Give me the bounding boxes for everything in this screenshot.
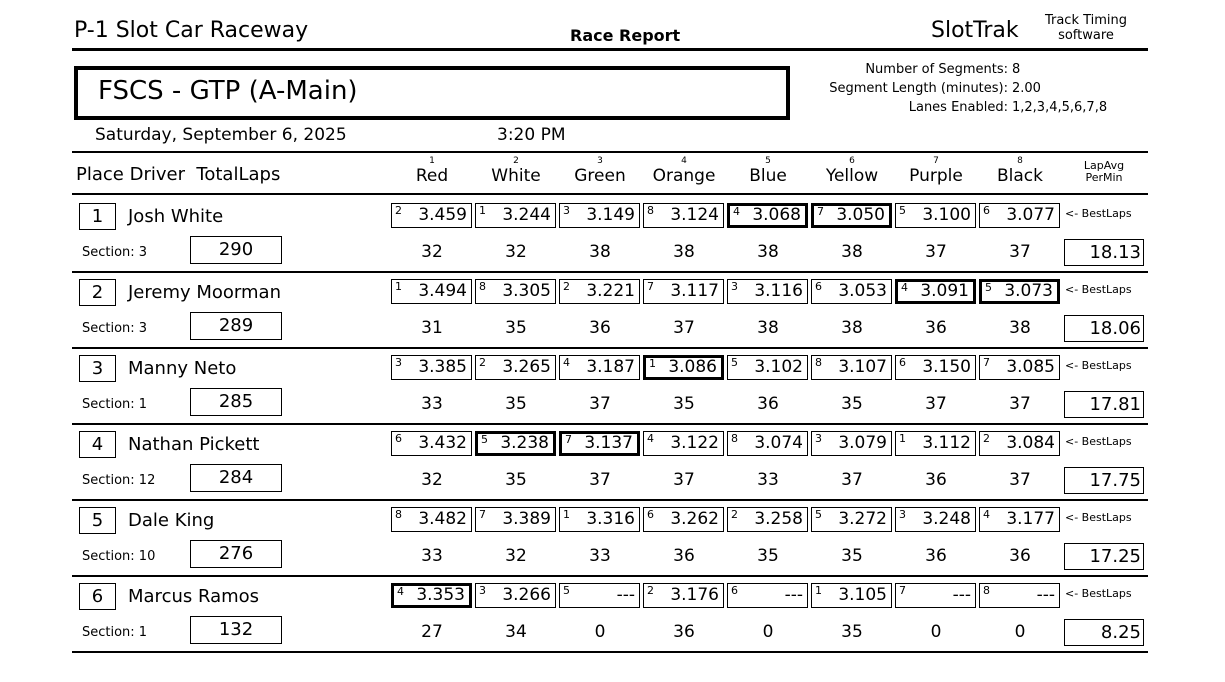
- lap-lane-number: 2: [731, 508, 738, 521]
- lane-lap-count: 37: [673, 318, 695, 338]
- lap-time-cell: [895, 203, 976, 228]
- lane-lap-count: 33: [589, 546, 611, 566]
- lap-lane-number: 7: [899, 584, 906, 597]
- date-divider: [72, 151, 1148, 153]
- lap-time: 3.177: [1006, 509, 1055, 529]
- lap-time-cell: [895, 431, 976, 456]
- lap-time: 3.107: [838, 357, 887, 377]
- lap-time: 3.085: [1006, 357, 1055, 377]
- lane-lap-count: 36: [925, 470, 947, 490]
- lap-time-cell: [475, 355, 556, 380]
- lap-lane-number: 7: [817, 205, 824, 218]
- lane-lap-count: 37: [925, 242, 947, 262]
- lane-lap-count: 37: [673, 470, 695, 490]
- lap-time: 3.494: [418, 281, 467, 301]
- lap-lane-number: 6: [647, 508, 654, 521]
- lane-number: 4: [681, 156, 687, 166]
- lane-lap-count: 38: [841, 318, 863, 338]
- lap-time-cell: [475, 279, 556, 304]
- lane-color: Black: [997, 166, 1043, 186]
- header-divider: [72, 48, 1148, 51]
- lane-lap-count: 38: [757, 242, 779, 262]
- place-box: 2: [79, 279, 116, 306]
- lap-lane-number: 2: [647, 584, 654, 597]
- lap-time-cell: [895, 507, 976, 532]
- lap-time: 3.258: [754, 509, 803, 529]
- lap-time: 3.105: [838, 585, 887, 605]
- lap-time: 3.053: [838, 281, 887, 301]
- place-box: 1: [79, 203, 116, 230]
- lap-lane-number: 8: [395, 508, 402, 521]
- lap-time: 3.084: [1006, 433, 1055, 453]
- lane-color: Yellow: [825, 166, 879, 186]
- lap-time: 3.176: [670, 585, 719, 605]
- lap-lane-number: 4: [733, 205, 740, 218]
- lane-lap-count: 38: [673, 242, 695, 262]
- lap-time: 3.187: [586, 357, 635, 377]
- lap-lane-number: 4: [397, 585, 404, 598]
- row-divider: [72, 575, 1148, 577]
- lane-lap-count: 0: [1014, 622, 1026, 642]
- section-label: Section: 3: [82, 245, 148, 260]
- lap-time: 3.116: [754, 281, 803, 301]
- lap-avg-box: 17.25: [1064, 543, 1144, 570]
- lap-time-cell: [895, 583, 976, 608]
- lap-time-cell: [811, 431, 892, 456]
- lane-lap-count: 37: [589, 470, 611, 490]
- total-laps-box: 276: [190, 540, 282, 568]
- lane-lap-count: 35: [841, 394, 863, 414]
- place-box: 5: [79, 507, 116, 534]
- lap-time: ---: [952, 585, 971, 605]
- lap-time-cell: [475, 203, 556, 228]
- lap-time-cell: [979, 583, 1060, 608]
- lane-lap-count: 36: [925, 318, 947, 338]
- best-laps-label: <- BestLaps: [1065, 587, 1132, 600]
- lap-time-cell: [895, 279, 976, 304]
- lane-lap-count: 37: [589, 394, 611, 414]
- lap-time-cell: [643, 431, 724, 456]
- lane-header-green: [558, 156, 642, 186]
- lap-avg-box: 18.06: [1064, 315, 1144, 342]
- lap-lane-number: 2: [395, 204, 402, 217]
- lap-lane-number: 6: [731, 584, 738, 597]
- lap-time-cell: [475, 583, 556, 608]
- brand-sub-line-2: software: [1058, 28, 1114, 43]
- lane-lap-count: 36: [1009, 546, 1031, 566]
- lap-lane-number: 5: [563, 584, 570, 597]
- lane-lap-count: 36: [589, 318, 611, 338]
- lap-lane-number: 1: [395, 280, 402, 293]
- lap-time-cell: [979, 507, 1060, 532]
- lane-color: Green: [574, 166, 626, 186]
- lap-lane-number: 1: [899, 432, 906, 445]
- lap-time: 3.149: [586, 205, 635, 225]
- lap-time: 3.221: [586, 281, 635, 301]
- driver-name: Josh White: [128, 206, 224, 227]
- section-label: Section: 12: [82, 473, 156, 488]
- lap-time: 3.238: [500, 433, 549, 453]
- driver-name: Jeremy Moorman: [128, 282, 281, 303]
- lap-time-cell: [391, 279, 472, 304]
- lane-lap-count: 35: [757, 546, 779, 566]
- lane-lap-count: 36: [757, 394, 779, 414]
- lane-lap-count: 32: [421, 470, 443, 490]
- lap-lane-number: 4: [983, 508, 990, 521]
- lap-time-cell: [979, 203, 1060, 228]
- lap-lane-number: 8: [647, 204, 654, 217]
- lap-time: 3.385: [418, 357, 467, 377]
- lap-time: 3.482: [418, 509, 467, 529]
- lane-number: 8: [1017, 156, 1023, 166]
- lap-lane-number: 3: [899, 508, 906, 521]
- lap-time-cell: [727, 203, 808, 228]
- lap-time: 3.272: [838, 509, 887, 529]
- brand-sub-line-1: Track Timing: [1044, 13, 1128, 28]
- lap-time: 3.244: [502, 205, 551, 225]
- lap-time-cell: [811, 507, 892, 532]
- best-laps-label: <- BestLaps: [1065, 283, 1132, 296]
- lap-time: ---: [1036, 585, 1055, 605]
- lap-lane-number: 3: [731, 280, 738, 293]
- lap-time-cell: [727, 583, 808, 608]
- row-divider: [72, 271, 1148, 273]
- lane-number: 2: [513, 156, 519, 166]
- lap-time: 3.102: [754, 357, 803, 377]
- lane-lap-count: 33: [421, 546, 443, 566]
- race-date: Saturday, September 6, 2025: [95, 125, 347, 145]
- lane-lap-count: 37: [841, 470, 863, 490]
- lane-color: Orange: [652, 166, 716, 186]
- lane-lap-count: 32: [421, 242, 443, 262]
- lap-time-cell: [475, 507, 556, 532]
- lap-time-cell: [559, 583, 640, 608]
- row-divider: [72, 347, 1148, 349]
- lap-time: 3.459: [418, 205, 467, 225]
- lane-lap-count: 0: [930, 622, 942, 642]
- lap-lane-number: 2: [479, 356, 486, 369]
- lap-lane-number: 4: [647, 432, 654, 445]
- lap-time: 3.305: [502, 281, 551, 301]
- place-box: 4: [79, 431, 116, 458]
- lane-color: Red: [415, 166, 449, 186]
- lane-number: 6: [849, 156, 855, 166]
- row-divider: [72, 651, 1148, 653]
- lap-time: 3.079: [838, 433, 887, 453]
- section-label: Section: 1: [82, 625, 148, 640]
- lap-lane-number: 1: [649, 357, 656, 370]
- lap-time: 3.091: [920, 281, 969, 301]
- lane-lap-count: 36: [673, 546, 695, 566]
- total-laps-box: 284: [190, 464, 282, 492]
- segment-info-labels: [790, 60, 1008, 117]
- lap-time-cell: [643, 583, 724, 608]
- lap-time: 3.248: [922, 509, 971, 529]
- lap-time-cell: [727, 355, 808, 380]
- driver-name: Marcus Ramos: [128, 586, 260, 607]
- lap-time-cell: [979, 279, 1060, 304]
- lap-time: 3.262: [670, 509, 719, 529]
- lap-time: 3.100: [922, 205, 971, 225]
- lap-time: 3.074: [754, 433, 803, 453]
- lane-header-black: [978, 156, 1062, 186]
- lane-lap-count: 35: [505, 318, 527, 338]
- lap-lane-number: 5: [481, 433, 488, 446]
- lap-time: 3.073: [1004, 281, 1053, 301]
- total-laps-box: 132: [190, 616, 282, 644]
- lane-color: Blue: [749, 166, 787, 186]
- lap-lane-number: 7: [647, 280, 654, 293]
- lap-lane-number: 2: [563, 280, 570, 293]
- lap-lane-number: 4: [563, 356, 570, 369]
- lap-lane-number: 1: [479, 204, 486, 217]
- lap-lane-number: 3: [815, 432, 822, 445]
- brand-name: SlotTrak: [931, 18, 1019, 43]
- total-laps-box: 290: [190, 236, 282, 264]
- lap-lane-number: 8: [731, 432, 738, 445]
- row-divider: [72, 423, 1148, 425]
- segments-label: Number of Segments:: [865, 62, 1008, 77]
- lap-time-cell: [643, 203, 724, 228]
- section-label: Section: 1: [82, 397, 148, 412]
- lap-time: 3.353: [416, 585, 465, 605]
- total-laps-box: 285: [190, 388, 282, 416]
- lap-lane-number: 7: [983, 356, 990, 369]
- lane-lap-count: 32: [505, 546, 527, 566]
- lane-number: 5: [765, 156, 771, 166]
- lap-lane-number: 1: [815, 584, 822, 597]
- event-title: FSCS - GTP (A-Main): [98, 76, 358, 106]
- lane-lap-count: 37: [1009, 470, 1031, 490]
- lap-lane-number: 3: [563, 204, 570, 217]
- lane-header-white: [474, 156, 558, 186]
- lap-lane-number: 5: [899, 204, 906, 217]
- seg-length-value: 2.00: [1012, 81, 1041, 96]
- lane-lap-count: 33: [421, 394, 443, 414]
- lap-lane-number: 4: [901, 281, 908, 294]
- lap-time-cell: [559, 203, 640, 228]
- lap-lane-number: 1: [563, 508, 570, 521]
- segment-info-values: [1008, 60, 1152, 117]
- lap-time: 3.266: [502, 585, 551, 605]
- lap-avg-box: 8.25: [1064, 619, 1144, 646]
- lane-lap-count: 37: [1009, 394, 1031, 414]
- lap-time-cell: [559, 431, 640, 456]
- lap-time: ---: [616, 585, 635, 605]
- lane-number: 1: [429, 156, 435, 166]
- lap-time-cell: [811, 583, 892, 608]
- lap-lane-number: 8: [983, 584, 990, 597]
- lane-lap-count: 32: [505, 242, 527, 262]
- lap-lane-number: 8: [815, 356, 822, 369]
- driver-name: Nathan Pickett: [128, 434, 260, 455]
- lane-lap-count: 35: [841, 622, 863, 642]
- lap-time-cell: [643, 507, 724, 532]
- venue-name: P-1 Slot Car Raceway: [74, 18, 309, 43]
- segments-value: 8: [1012, 62, 1021, 77]
- lane-lap-count: 35: [505, 394, 527, 414]
- lap-lane-number: 5: [815, 508, 822, 521]
- lap-time: 3.086: [668, 357, 717, 377]
- lap-avg-box: 17.75: [1064, 467, 1144, 494]
- lap-lane-number: 6: [395, 432, 402, 445]
- lane-lap-count: 38: [589, 242, 611, 262]
- lap-time-cell: [979, 355, 1060, 380]
- lap-lane-number: 6: [815, 280, 822, 293]
- lap-time-cell: [391, 507, 472, 532]
- best-laps-label: <- BestLaps: [1065, 435, 1132, 448]
- lap-time-cell: [811, 203, 892, 228]
- lane-lap-count: 36: [925, 546, 947, 566]
- lane-header-red: [390, 156, 474, 186]
- lap-time-cell: [559, 279, 640, 304]
- lap-time-cell: [727, 431, 808, 456]
- place-box: 3: [79, 355, 116, 382]
- lane-lap-count: 36: [673, 622, 695, 642]
- lap-time: 3.265: [502, 357, 551, 377]
- lap-time-cell: [895, 355, 976, 380]
- place-box: 6: [79, 583, 116, 610]
- lane-lap-count: 27: [421, 622, 443, 642]
- lap-lane-number: 5: [985, 281, 992, 294]
- lap-avg-box: 17.81: [1064, 391, 1144, 418]
- lane-number: 7: [933, 156, 939, 166]
- lap-time-cell: [643, 279, 724, 304]
- lane-lap-count: 35: [841, 546, 863, 566]
- lane-lap-count: 0: [594, 622, 606, 642]
- driver-name: Manny Neto: [128, 358, 237, 379]
- lap-time-cell: [727, 507, 808, 532]
- lap-time: 3.112: [922, 433, 971, 453]
- lanes-label: Lanes Enabled:: [908, 100, 1008, 115]
- lane-number: 3: [597, 156, 603, 166]
- lane-lap-count: 37: [925, 394, 947, 414]
- lane-lap-count: 38: [841, 242, 863, 262]
- lane-lap-count: 35: [505, 470, 527, 490]
- lapavg-label-1: LapAvg: [1083, 159, 1125, 172]
- report-title: Race Report: [570, 26, 681, 45]
- section-label: Section: 10: [82, 549, 156, 564]
- place-driver-header: [76, 164, 280, 185]
- lanes-value: 1,2,3,4,5,6,7,8: [1012, 100, 1108, 115]
- best-laps-label: <- BestLaps: [1065, 207, 1132, 220]
- lane-header-orange: [642, 156, 726, 186]
- lap-time-cell: [391, 431, 472, 456]
- lap-time-cell: [475, 431, 556, 456]
- lap-time-cell: [811, 355, 892, 380]
- lap-time-cell: [391, 355, 472, 380]
- lap-time: 3.077: [1006, 205, 1055, 225]
- total-laps-label: TotalLaps: [196, 164, 281, 185]
- lap-time: 3.050: [836, 205, 885, 225]
- best-laps-label: <- BestLaps: [1065, 511, 1132, 524]
- section-label: Section: 3: [82, 321, 148, 336]
- brand-subtitle: [1036, 13, 1136, 43]
- lap-lane-number: 7: [565, 433, 572, 446]
- lane-lap-count: 0: [762, 622, 774, 642]
- lap-avg-box: 18.13: [1064, 239, 1144, 266]
- lap-lane-number: 7: [479, 508, 486, 521]
- lane-lap-count: 38: [757, 318, 779, 338]
- header-row-divider: [72, 193, 1148, 195]
- lap-time: 3.122: [670, 433, 719, 453]
- lane-lap-count: 38: [1009, 318, 1031, 338]
- driver-name: Dale King: [128, 510, 215, 531]
- lap-time-cell: [727, 279, 808, 304]
- lap-time-cell: [979, 431, 1060, 456]
- lap-lane-number: 3: [479, 584, 486, 597]
- lap-time-cell: [559, 507, 640, 532]
- lane-lap-count: 37: [1009, 242, 1031, 262]
- lap-lane-number: 6: [899, 356, 906, 369]
- best-laps-label: <- BestLaps: [1065, 359, 1132, 372]
- lap-lane-number: 6: [983, 204, 990, 217]
- lap-time: 3.124: [670, 205, 719, 225]
- lap-time: 3.389: [502, 509, 551, 529]
- lap-lane-number: 2: [983, 432, 990, 445]
- lap-time-cell: [643, 355, 724, 380]
- lane-lap-count: 31: [421, 318, 443, 338]
- lane-lap-count: 35: [673, 394, 695, 414]
- lapavg-label-2: PerMin: [1085, 171, 1123, 184]
- lap-time: 3.432: [418, 433, 467, 453]
- lane-header-blue: [726, 156, 810, 186]
- lap-time-cell: [811, 279, 892, 304]
- place-driver-label: Place Driver: [76, 164, 185, 185]
- lane-header-yellow: [810, 156, 894, 186]
- lane-color: White: [491, 166, 541, 186]
- lap-lane-number: 3: [395, 356, 402, 369]
- lap-time: ---: [784, 585, 803, 605]
- lane-color: Purple: [909, 166, 963, 186]
- lap-time: 3.117: [670, 281, 719, 301]
- lap-time: 3.150: [922, 357, 971, 377]
- lap-time: 3.068: [752, 205, 801, 225]
- lap-lane-number: 5: [731, 356, 738, 369]
- lap-time: 3.137: [584, 433, 633, 453]
- lane-lap-count: 33: [757, 470, 779, 490]
- lane-lap-count: 34: [505, 622, 527, 642]
- lane-header-purple: [894, 156, 978, 186]
- lap-time: 3.316: [586, 509, 635, 529]
- row-divider: [72, 499, 1148, 501]
- total-laps-box: 289: [190, 312, 282, 340]
- lap-lane-number: 8: [479, 280, 486, 293]
- seg-length-label: Segment Length (minutes):: [829, 81, 1008, 96]
- lapavg-header: [1064, 160, 1144, 184]
- lap-time-cell: [391, 203, 472, 228]
- lap-time-cell: [559, 355, 640, 380]
- race-time: 3:20 PM: [497, 125, 566, 145]
- lap-time-cell: [391, 583, 472, 608]
